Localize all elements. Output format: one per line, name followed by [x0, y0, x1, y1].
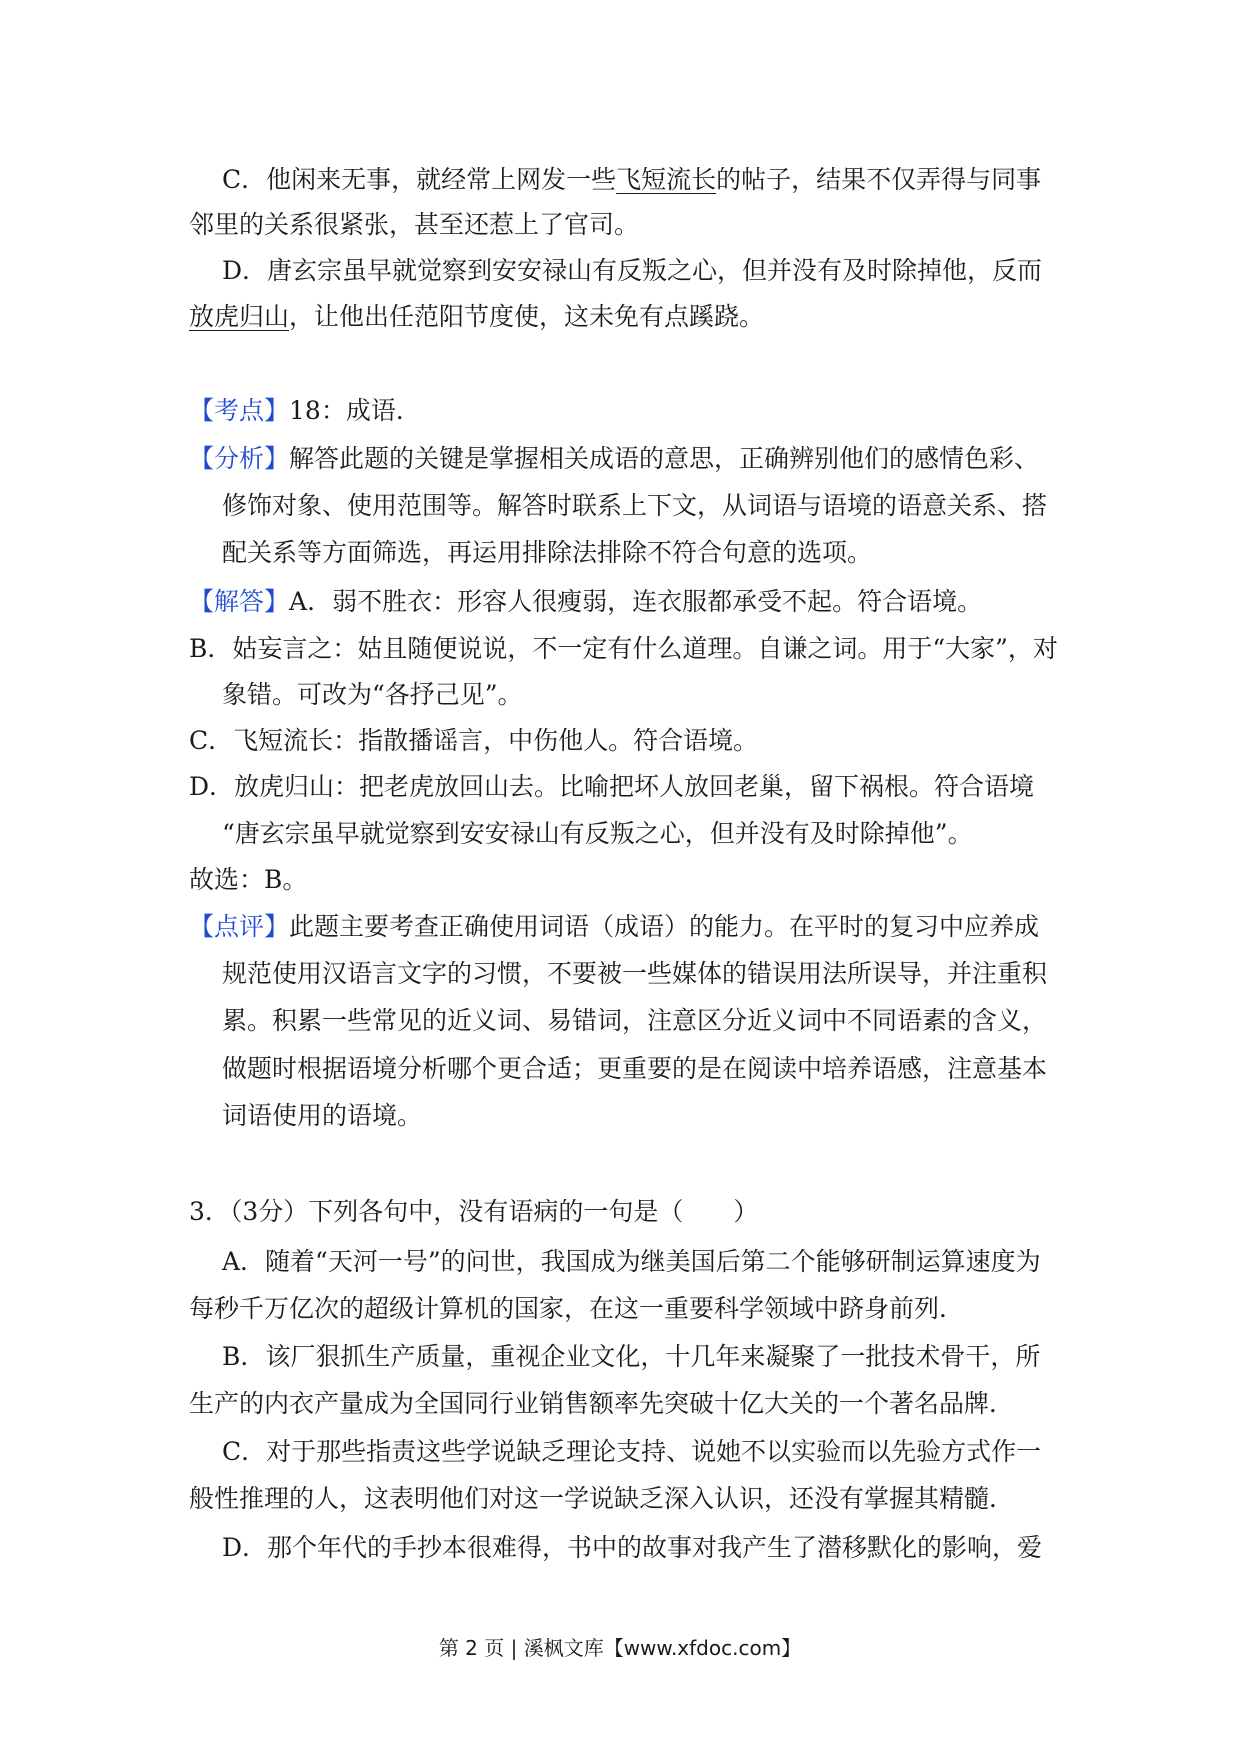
- q3-option-c-line1: C．对于那些指责这些学说缺乏理论支持、说她不以实验而以先验方式作一: [222, 1437, 1042, 1466]
- q2-option-d-underlined-idiom: 放虎归山: [189, 302, 290, 331]
- q3-option-b-line1: B．该厂狠抓生产质量，重视企业文化，十几年来凝聚了一批技术骨干，所: [222, 1342, 1041, 1371]
- fenxi-line3: 配关系等方面筛选，再运用排除法排除不符合句意的选项。: [222, 538, 873, 567]
- q2-option-d-text-rest: ，让他出任范阳节度使，这未免有点蹊跷。: [289, 302, 765, 331]
- q2-option-c-line2: 邻里的关系很紧张，甚至还惹上了官司。: [189, 210, 640, 239]
- kaodian-text: 18：成语．: [289, 396, 421, 425]
- q2-option-d-line2: [189, 299, 1069, 335]
- kaodian-tag: 【考点】: [189, 396, 290, 425]
- q3-option-d-line1: D．那个年代的手抄本很难得，书中的故事对我产生了潜移默化的影响，爱: [222, 1533, 1043, 1562]
- q2-option-c-underlined-idiom: 飞短流长: [616, 165, 717, 194]
- kaodian-line: [189, 393, 1069, 429]
- dianping-line2: 规范使用汉语言文字的习惯，不要被一些媒体的错误用法所误导，并注重积: [222, 959, 1048, 988]
- q2-option-c-line1: [222, 162, 1102, 198]
- q3-option-a-line2: 每秒千万亿次的超级计算机的国家，在这一重要科学领域中跻身前列．: [189, 1294, 965, 1323]
- dianping-line4: 做题时根据语境分析哪个更合适；更重要的是在阅读中培养语感，注意基本: [222, 1054, 1048, 1083]
- q2-option-c-text-rest: 的帖子，结果不仅弄得与同事: [716, 165, 1042, 194]
- dianping-line3: 累。积累一些常见的近义词、易错词，注意区分近义词中不同语素的含义，: [222, 1006, 1048, 1035]
- q2-option-d-line1: D．唐玄宗虽早就觉察到安安禄山有反叛之心，但并没有及时除掉他，反而: [222, 256, 1043, 285]
- dianping-line5: 词语使用的语境。: [222, 1101, 423, 1130]
- dianping-line1: [189, 909, 1069, 945]
- fenxi-tag: 【分析】: [189, 444, 290, 473]
- jieda-option-d-line1: D．放虎归山：把老虎放回山去。比喻把坏人放回老巢，留下祸根。符合语境: [189, 772, 1035, 801]
- q3-option-b-line2: 生产的内衣产量成为全国同行业销售额率先突破十亿大关的一个著名品牌．: [189, 1389, 1015, 1418]
- q3-option-a-line1: A．随着“天河一号”的问世，我国成为继美国后第二个能够研制运算速度为: [222, 1247, 1041, 1276]
- jieda-option-b-line2: 象错。可改为“各抒己见”。: [222, 680, 523, 709]
- jieda-option-a: A．弱不胜衣：形容人很瘦弱，连衣服都承受不起。符合语境。: [289, 587, 983, 616]
- answer-choice: 故选：B。: [189, 865, 308, 894]
- fenxi-line2: 修饰对象、使用范围等。解答时联系上下文，从词语与语境的语意关系、搭: [222, 491, 1048, 520]
- fenxi-text: 解答此题的关键是掌握相关成语的意思，正确辨别他们的感情色彩、: [289, 444, 1040, 473]
- jieda-line: [189, 584, 1069, 620]
- jieda-option-b-line1: B．姑妄言之：姑且随便说说，不一定有什么道理。自谦之词。用于“大家”，对: [189, 634, 1058, 663]
- q3-stem: 3．（3分）下列各句中，没有语病的一句是（ ）: [189, 1197, 759, 1226]
- page-footer: 第 2 页 | 溪枫文库【www.xfdoc.com】: [438, 1636, 802, 1660]
- jieda-tag: 【解答】: [189, 587, 290, 616]
- dianping-tag: 【点评】: [189, 912, 290, 941]
- fenxi-line1: [189, 441, 1069, 477]
- jieda-option-c: C．飞短流长：指散播谣言，中伤他人。符合语境。: [189, 726, 759, 755]
- dianping-text: 此题主要考查正确使用词语（成语）的能力。在平时的复习中应养成: [289, 912, 1040, 941]
- q2-option-c-text: C．他闲来无事，就经常上网发一些: [222, 165, 617, 194]
- q3-option-c-line2: 般性推理的人，这表明他们对这一学说缺乏深入认识，还没有掌握其精髓．: [189, 1484, 1015, 1513]
- jieda-option-d-line2: “唐玄宗虽早就觉察到安安禄山有反叛之心，但并没有及时除掉他”。: [222, 819, 973, 848]
